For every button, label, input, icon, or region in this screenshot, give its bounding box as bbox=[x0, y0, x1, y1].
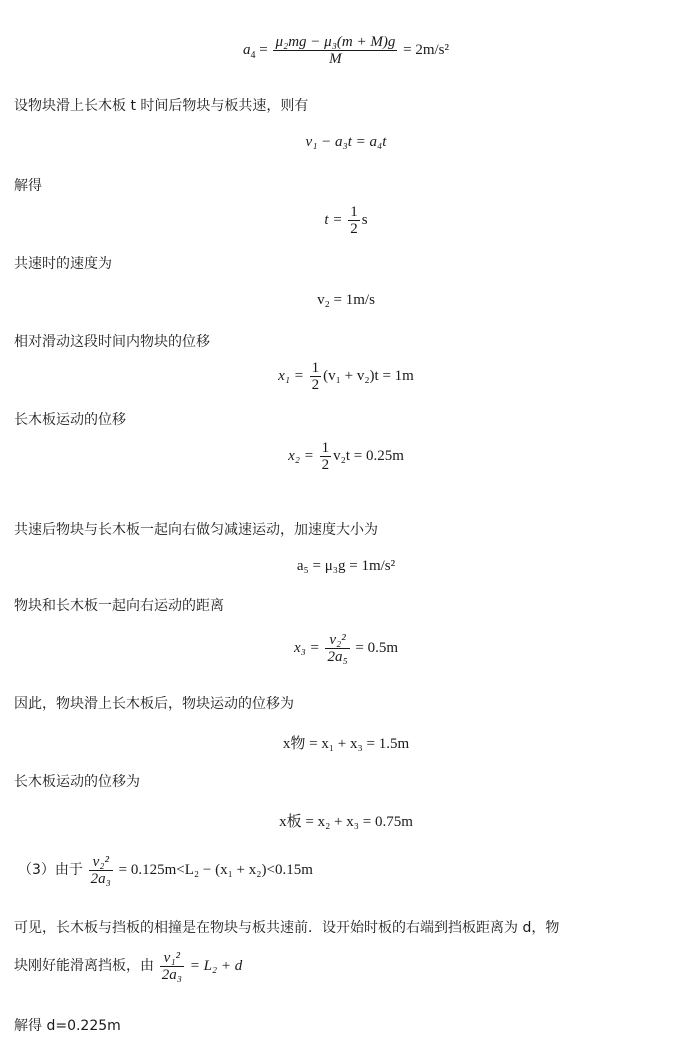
equation-a5: a₅ = μ₃g = 1m/s² bbox=[296, 558, 396, 574]
equation-x2: x₂ = $\frac{1}{2}$ v₂t = 0.25m bbox=[288, 440, 404, 473]
fraction: $\frac{\text{v₁²}}{\text{2a₃}}$ bbox=[161, 950, 182, 983]
text-line-10: 可见，长木板与挡板的相撞是在物块与板共速前．设开始时板的右端到挡板距离为 d，物 bbox=[14, 920, 560, 936]
equation-common-velocity: v₁ − a₃t = a₄t bbox=[305, 134, 387, 150]
fraction: $\frac{\text{μ₂mg − μ₃(m + M)g}}{M}$ bbox=[275, 34, 396, 67]
text-line-9: 长木板运动的位移为 bbox=[14, 774, 140, 790]
equation-a4: $a_4$ = $\frac{\text{μ₂mg − μ₃(m + M)g}}{M}$ = 2m/s² bbox=[243, 34, 449, 67]
fraction: $\frac{1}{2}$ bbox=[350, 204, 358, 237]
equation-t: t = $\frac{1}{2}$ s bbox=[324, 204, 368, 237]
fraction: $\frac{\text{v₂²}}{\text{2a₃}}$ bbox=[90, 854, 111, 887]
text-line-1: 设物块滑上长木板 t 时间后物块与板共速，则有 bbox=[14, 98, 309, 114]
text-line-2: 解得 bbox=[14, 178, 42, 194]
equation-x-ban: x板 = x₂ + x₃ = 0.75m bbox=[279, 814, 413, 830]
equation-x3: x₃ = $\frac{\text{v₂²}}{\text{2a₅}}$ = 0.5m bbox=[293, 632, 399, 665]
text-line-3: 共速时的速度为 bbox=[14, 256, 112, 272]
text-line-6: 共速后物块与长木板一起向右做匀减速运动，加速度大小为 bbox=[14, 522, 378, 538]
fraction: $\frac{1}{2}$ bbox=[321, 440, 330, 473]
text-line-7: 物块和长木板一起向右运动的距离 bbox=[14, 598, 224, 614]
equation-condition: 块刚好能滑离挡板，由 $\frac{\text{v₁²}}{\text{2a₃}}$ = L₂ + d bbox=[14, 950, 243, 983]
text-line-8: 因此，物块滑上长木板后，物块运动的位移为 bbox=[14, 696, 294, 712]
equation-part3: （3）由于 $\frac{\text{v₂²}}{\text{2a₃}}$ = 0.125m<L₂ − (x₁ + x₂)<0.15m bbox=[18, 854, 313, 887]
text-line-12: 解得 d=0.225m bbox=[14, 1018, 121, 1034]
fraction: $\frac{1}{2}$ bbox=[311, 360, 320, 393]
text-line-4: 相对滑动这段时间内物块的位移 bbox=[14, 334, 210, 350]
equation-x1: x₁ = $\frac{1}{2}$ (v₁ + v₂)t = 1m bbox=[278, 360, 414, 393]
equation-v2: v₂ = 1m/s bbox=[317, 292, 375, 308]
fraction: $\frac{\text{v₂²}}{\text{2a₅}}$ bbox=[327, 632, 348, 665]
text-line-5: 长木板运动的位移 bbox=[14, 412, 126, 428]
equation-x-wu: x物 = x₁ + x₃ = 1.5m bbox=[282, 736, 410, 752]
